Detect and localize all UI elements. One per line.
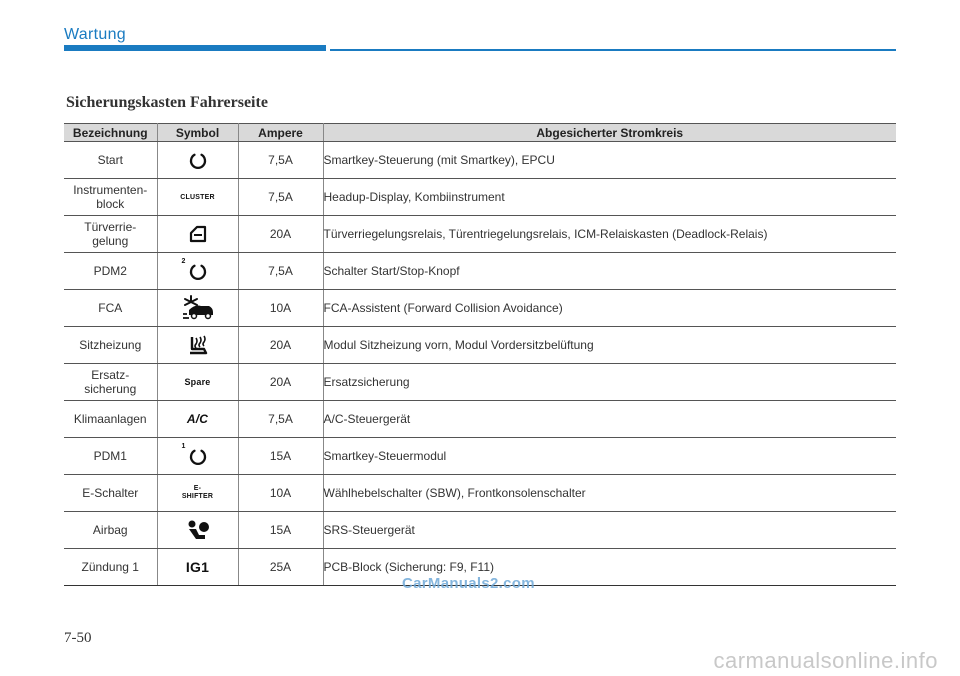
table-row [64, 401, 896, 438]
symbol-text: IG1 [185, 559, 210, 575]
fuse-ampere: 10A [238, 290, 323, 327]
fuse-symbol-cell [157, 438, 238, 475]
fuse-name: Sitzheizung [64, 327, 157, 364]
table-header-row [64, 124, 896, 142]
fuse-symbol-cell [157, 401, 238, 438]
fuse-ampere: 20A [238, 327, 323, 364]
fuse-symbol-cell [157, 290, 238, 327]
column-header-ampere: Ampere [238, 124, 323, 142]
start-power-icon [178, 257, 218, 285]
airbag-icon [178, 516, 218, 544]
fuse-ampere: 15A [238, 438, 323, 475]
fuse-circuit: Headup-Display, Kombiinstrument [323, 179, 896, 216]
table-row [64, 475, 896, 512]
fuse-circuit: PCB-Block (Sicherung: F9, F11) [323, 549, 896, 586]
symbol-text-label [178, 405, 218, 433]
fuse-symbol-cell [157, 179, 238, 216]
fuse-symbol-cell [157, 512, 238, 549]
fuse-circuit: Modul Sitzheizung vorn, Modul Vordersitzbelüftung [323, 327, 896, 364]
page-number: 7-50 [64, 630, 92, 646]
symbol-text-label [178, 183, 218, 211]
fuse-name: E-Schalter [64, 475, 157, 512]
fuse-circuit: SRS-Steuergerät [323, 512, 896, 549]
symbol-text: CLUSTER [180, 193, 215, 201]
column-header-circuit: Abgesicherter Stromkreis [323, 124, 896, 142]
fuse-ampere: 7,5A [238, 142, 323, 179]
fuse-circuit: Wählhebelschalter (SBW), Frontkonsolenschalter [323, 475, 896, 512]
fuse-symbol-cell [157, 142, 238, 179]
fuse-name: Start [64, 142, 157, 179]
fuse-ampere: 7,5A [238, 401, 323, 438]
fuse-name: Ersatz- sicherung [64, 364, 157, 401]
section-title: Wartung [64, 26, 126, 43]
symbol-text-label [178, 553, 218, 581]
symbol-text-label [178, 479, 218, 507]
table-row [64, 179, 896, 216]
fuse-symbol-cell [157, 549, 238, 586]
fuse-name: Türverrie- gelung [64, 216, 157, 253]
door-lock-icon [178, 220, 218, 248]
fuse-symbol-cell [157, 327, 238, 364]
symbol-text: Spare [184, 377, 211, 387]
column-header-symbol: Symbol [157, 124, 238, 142]
fuse-symbol-cell [157, 216, 238, 253]
symbol-text-label [178, 368, 218, 396]
table-row [64, 364, 896, 401]
fuse-symbol-cell [157, 364, 238, 401]
site-mark: carmanualsonline.info [713, 648, 938, 673]
fuse-ampere: 20A [238, 216, 323, 253]
symbol-text: A/C [186, 412, 209, 426]
column-header-name: Bezeichnung [64, 124, 157, 142]
forward-collision-icon [178, 293, 218, 321]
fuse-symbol-cell [157, 253, 238, 290]
page-heading: Sicherungskasten Fahrerseite [66, 94, 268, 111]
fuse-circuit: Ersatzsicherung [323, 364, 896, 401]
table-row [64, 438, 896, 475]
fuse-circuit: Türverriegelungsrelais, Türentriegelungsrelais, ICM-Relaiskasten (Deadlock-Relais) [323, 216, 896, 253]
header-rule-thin [330, 49, 896, 51]
table-row [64, 290, 896, 327]
fuse-name: Airbag [64, 512, 157, 549]
fuse-name: PDM2 [64, 253, 157, 290]
seat-heater-icon [178, 331, 218, 359]
fuse-ampere: 15A [238, 512, 323, 549]
fuse-ampere: 7,5A [238, 179, 323, 216]
fuse-table [64, 123, 896, 586]
fuse-name: Zündung 1 [64, 549, 157, 586]
table-row [64, 512, 896, 549]
table-row [64, 216, 896, 253]
fuse-circuit: Smartkey-Steuerung (mit Smartkey), EPCU [323, 142, 896, 179]
fuse-ampere: 25A [238, 549, 323, 586]
fuse-symbol-cell [157, 475, 238, 512]
fuse-name: PDM1 [64, 438, 157, 475]
fuse-circuit: Smartkey-Steuermodul [323, 438, 896, 475]
symbol-superscript: 1 [181, 443, 186, 450]
fuse-circuit: A/C-Steuergerät [323, 401, 896, 438]
watermark: CarManuals2.com [402, 575, 535, 592]
fuse-name: FCA [64, 290, 157, 327]
fuse-circuit: Schalter Start/Stop-Knopf [323, 253, 896, 290]
start-power-icon [178, 146, 218, 174]
fuse-name: Instrumenten- block [64, 179, 157, 216]
table-row [64, 253, 896, 290]
fuse-ampere: 7,5A [238, 253, 323, 290]
symbol-text: E- SHIFTER [181, 485, 214, 500]
fuse-name: Klimaanlagen [64, 401, 157, 438]
table-row [64, 142, 896, 179]
fuse-ampere: 20A [238, 364, 323, 401]
fuse-circuit: FCA-Assistent (Forward Collision Avoidance) [323, 290, 896, 327]
fuse-ampere: 10A [238, 475, 323, 512]
start-power-icon [178, 442, 218, 470]
symbol-superscript: 2 [181, 258, 186, 265]
header-rule-thick [64, 45, 326, 51]
table-row [64, 327, 896, 364]
